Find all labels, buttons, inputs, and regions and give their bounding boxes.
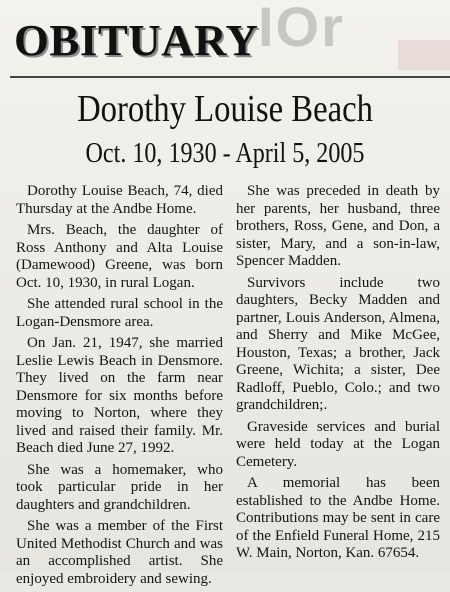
left-column	[16, 183, 223, 592]
paragraph: Dorothy Louise Beach, 74, died Thursday at the Andbe Home.	[16, 183, 223, 217]
paragraph: She was a homemaker, who took particular pride in her daughters and grandchildren.	[16, 461, 223, 513]
right-column	[236, 183, 440, 567]
paragraph: She was preceded in death by her parents, her husband, three brothers, Ross, Gene, and Don, a sister, Mary, and a son-in-law, Spencer Madden.	[236, 183, 440, 269]
paragraph: On Jan. 21, 1947, she married Leslie Lewis Beach in Densmore. They lived on the farm near Densmore for six months before moving to Norton, where they lived and raised their family. Mr. Beach died June 27, 1992.	[16, 335, 223, 456]
paragraph: She attended rural school in the Logan-Densmore area.	[16, 296, 223, 330]
life-dates: Oct. 10, 1930 - April 5, 2005	[85, 138, 365, 169]
faded-print: IOr	[258, 0, 345, 58]
faded-red-ink	[398, 40, 450, 70]
paragraph: A memorial has been established to the Andbe Home. Contributions may be sent in care of the Enfield Funeral Home, 215 W. Main, Norton, Kan. 67654.	[236, 475, 440, 561]
paragraph: Graveside services and burial were held today at the Logan Cemetery.	[236, 418, 440, 470]
bleed-through-background	[248, 0, 450, 72]
paragraph: Survivors include two daughters, Becky Madden and partner, Louis Anderson, Almena, and Sherry and Mike McGee, Houston, Texas; a brother, Jack Greene, Wichita; a sister, Dee Radloff, Pueblo, Colo.; and two grandchildren;.	[236, 274, 440, 413]
banner-divider	[10, 76, 450, 78]
paragraph: Mrs. Beach, the daughter of Ross Anthony and Alta Louise (Damewood) Greene, was born Oct. 10, 1930, in rural Logan.	[16, 222, 223, 291]
section-banner: OBITUARY	[14, 16, 259, 65]
obituary-name: Dorothy Louise Beach	[77, 88, 373, 130]
paragraph: She was a member of the First United Methodist Church and was an accomplished artist. She enjoyed embroidery and sewing.	[16, 518, 223, 587]
